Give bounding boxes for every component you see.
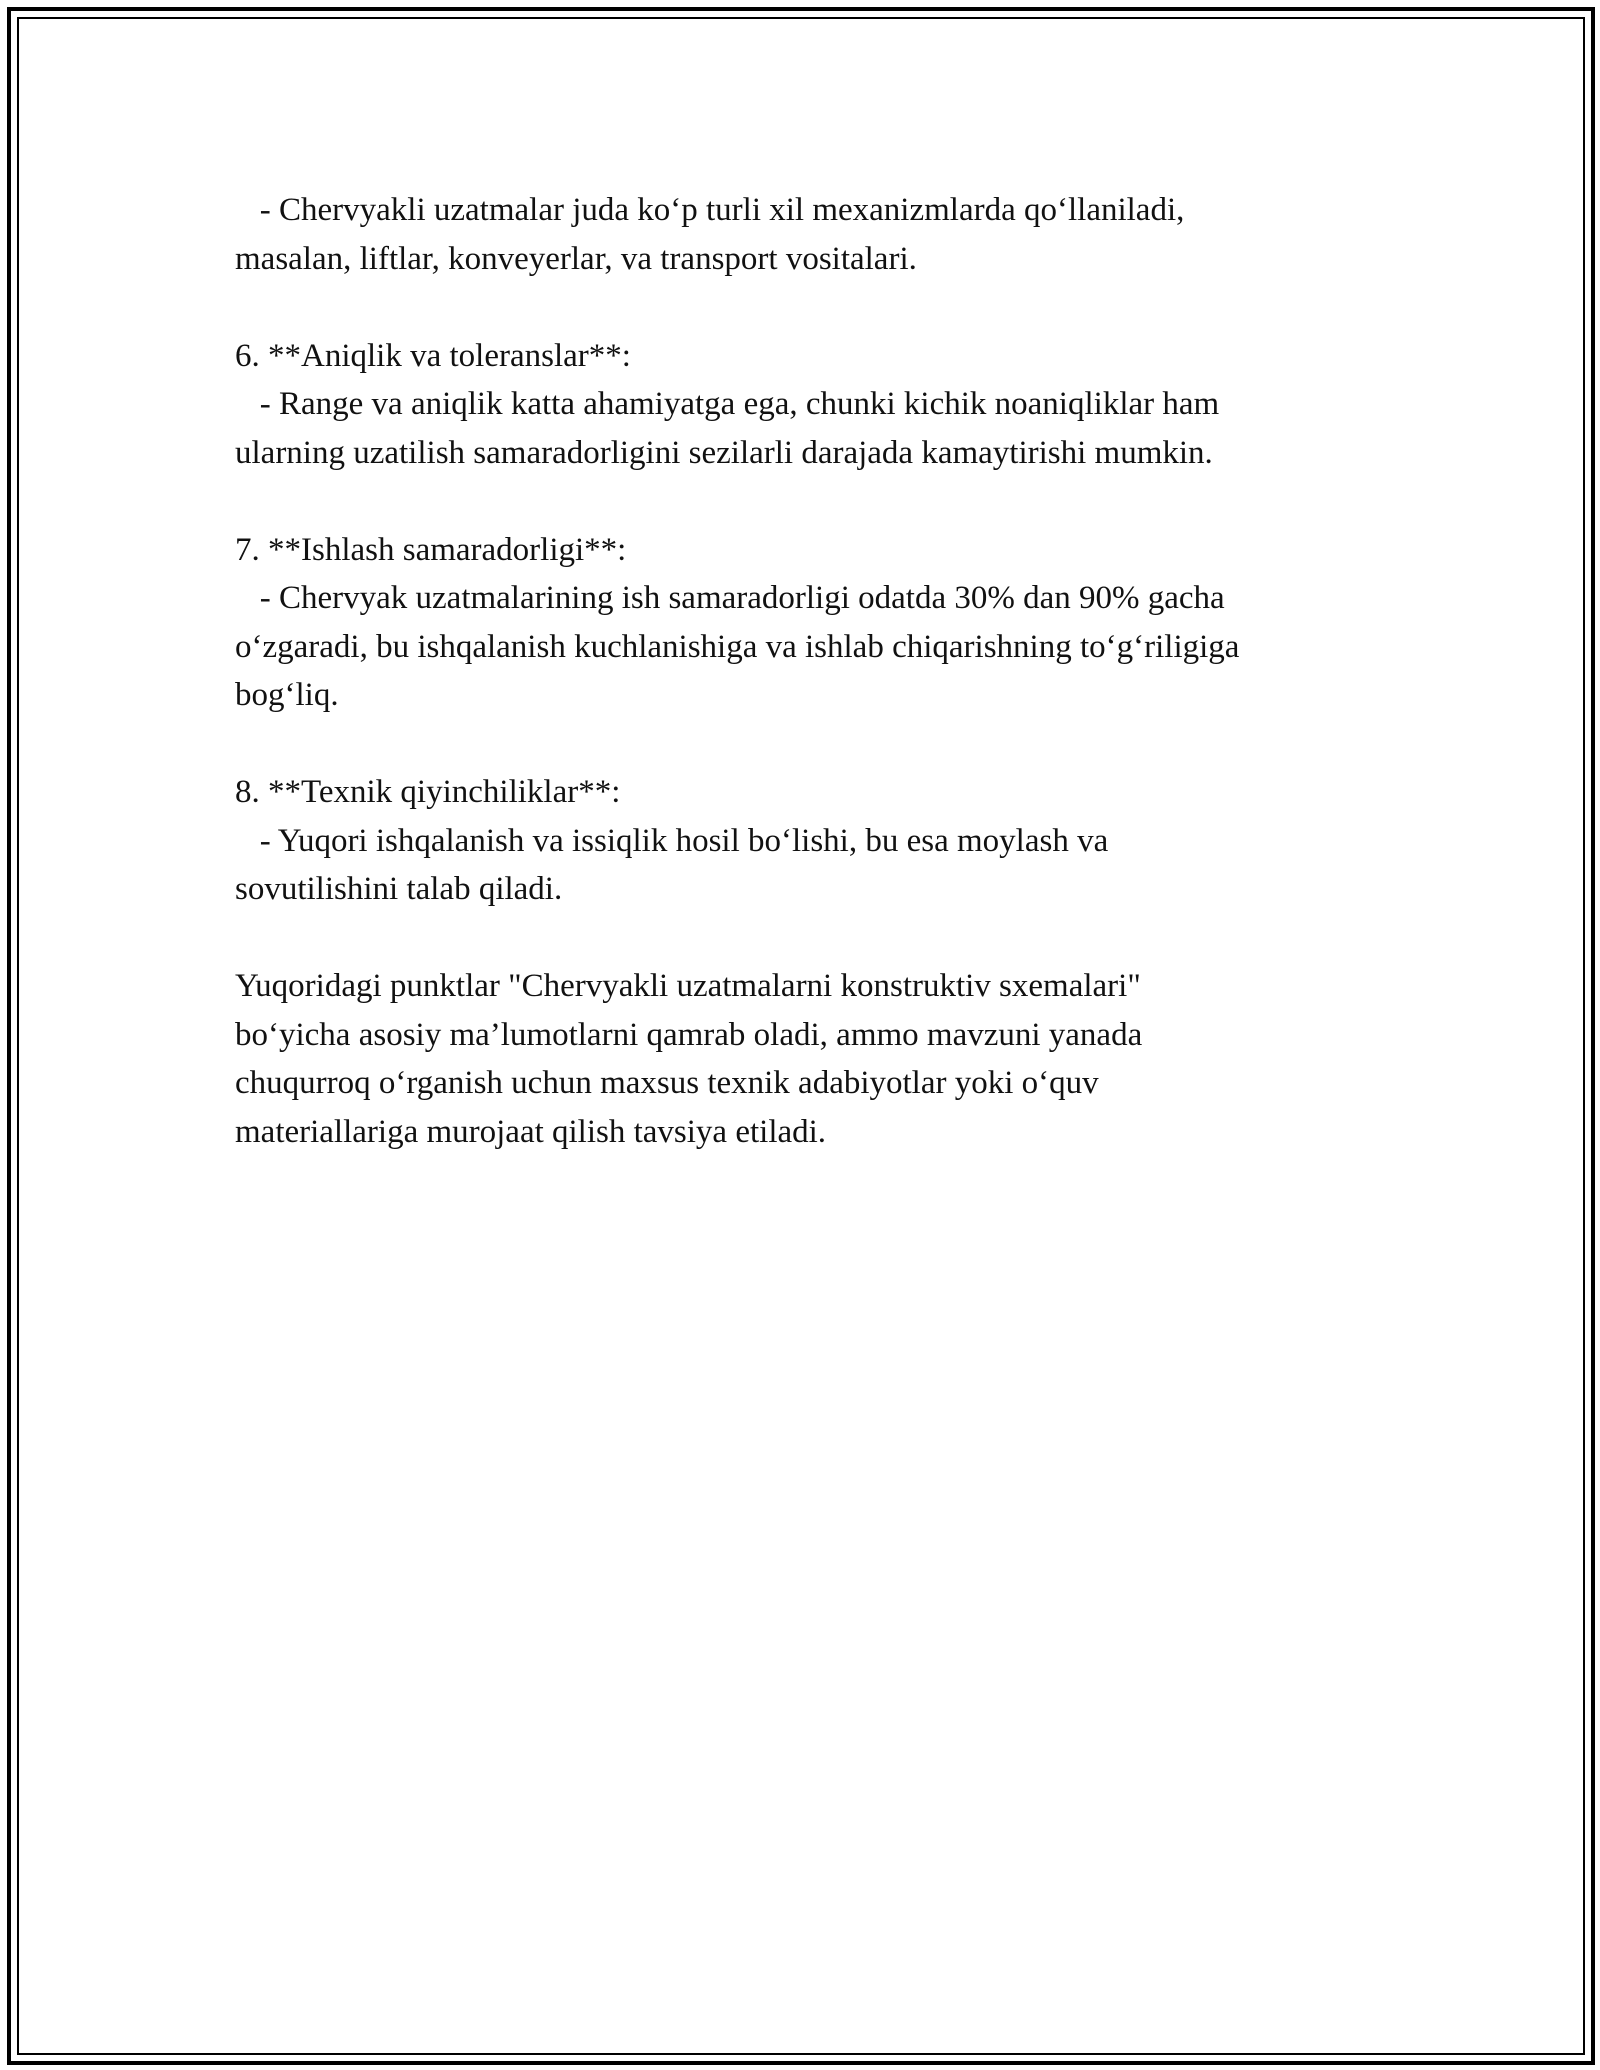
text-line: o‘zgaradi, bu ishqalanish kuchlanishiga va ishlab chiqarishning to‘g‘riligiga <box>235 628 1240 665</box>
paragraph-spacer <box>235 283 1385 332</box>
text-line: sovutilishini talab qiladi. <box>235 871 563 907</box>
section-heading: 6. **Aniqlik va toleranslar**: <box>235 337 631 374</box>
text-line: - Yuqori ishqalanish va issiqlik hosil bo‘lishi, bu esa moylash va <box>235 822 1109 859</box>
section-6-block <box>235 332 1385 478</box>
section-heading: 7. **Ishlash samaradorligi**: <box>235 531 627 568</box>
document-body <box>235 186 1385 1156</box>
section-7-block <box>235 526 1385 720</box>
text-line: bo‘yicha asosiy ma’lumotlarni qamrab oladi, ammo mavzuni yanada <box>235 1016 1143 1053</box>
text-line: - Range va aniqlik katta ahamiyatga ega, chunki kichik noaniqliklar ham <box>235 386 1220 422</box>
text-line: ularning uzatilish samaradorligini sezilarli darajada kamaytirishi mumkin. <box>235 434 1213 471</box>
section-8-block <box>235 768 1385 914</box>
text-line: Yuqoridagi punktlar "Chervyakli uzatmalarni konstruktiv sxemalari" <box>235 968 1141 1004</box>
text-line: - Chervyak uzatmalarining ish samaradorligi odatda 30% dan 90% gacha <box>235 580 1225 616</box>
conclusion-block <box>235 962 1385 1156</box>
text-line: chuqurroq o‘rganish uchun maxsus texnik adabiyotlar yoki o‘quv <box>235 1065 1099 1101</box>
intro-bullet-block <box>235 186 1385 283</box>
section-heading: 8. **Texnik qiyinchiliklar**: <box>235 774 621 810</box>
paragraph-spacer <box>235 477 1385 526</box>
paragraph-spacer <box>235 720 1385 769</box>
text-line: - Chervyakli uzatmalar juda ko‘p turli xil mexanizmlarda qo‘llaniladi, <box>235 192 1185 228</box>
paragraph-spacer <box>235 914 1385 963</box>
text-line: materiallariga murojaat qilish tavsiya etiladi. <box>235 1113 827 1150</box>
text-line: masalan, liftlar, konveyerlar, va transport vositalari. <box>235 240 917 277</box>
text-line: bog‘liq. <box>235 677 339 713</box>
